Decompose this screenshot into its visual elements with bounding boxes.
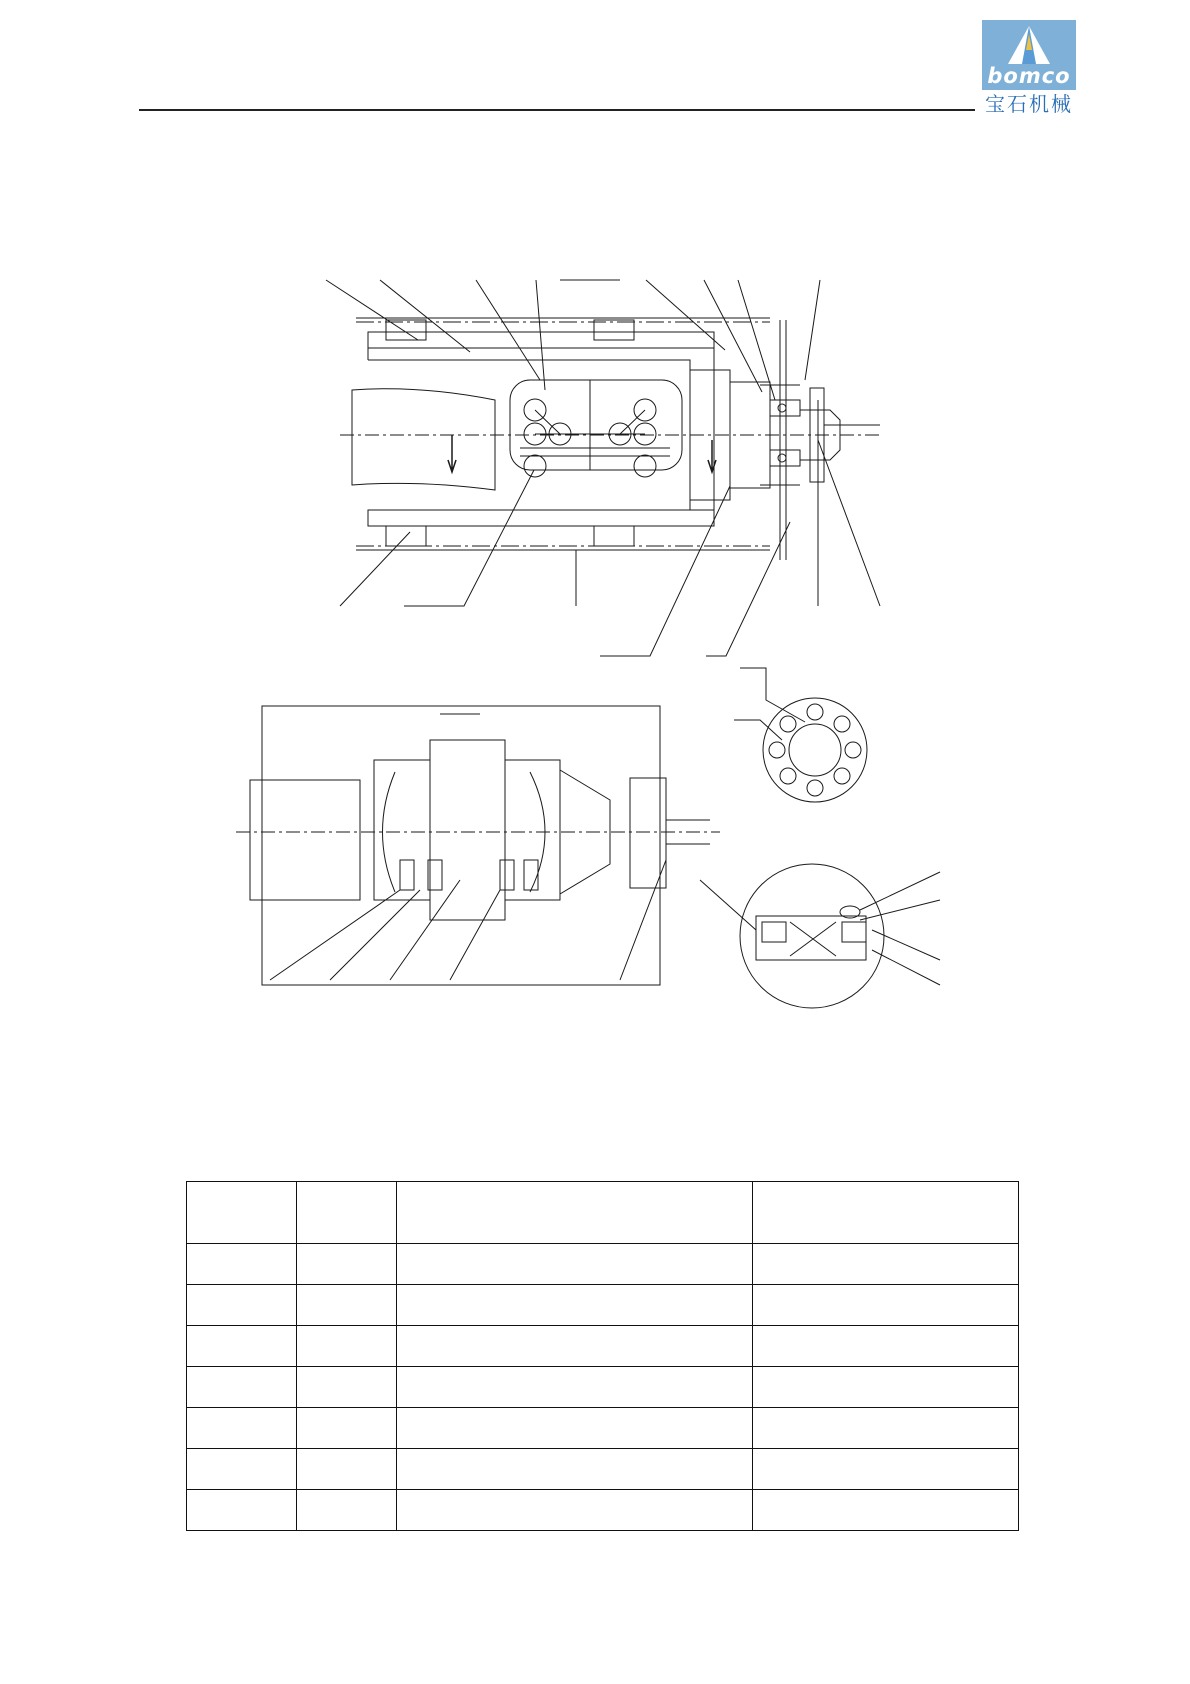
table-cell	[397, 1367, 753, 1408]
seal-detail	[700, 864, 940, 1008]
table-cell	[297, 1367, 397, 1408]
table-cell	[753, 1182, 1019, 1244]
table-cell	[187, 1285, 297, 1326]
table-cell	[297, 1449, 397, 1490]
parts-list-table	[186, 1181, 1019, 1531]
table-cell	[753, 1449, 1019, 1490]
table-cell	[187, 1244, 297, 1285]
table-cell	[753, 1285, 1019, 1326]
table-cell	[187, 1367, 297, 1408]
table-cell	[753, 1326, 1019, 1367]
table-cell	[297, 1182, 397, 1244]
bolt-circle-detail	[734, 668, 867, 802]
table-cell	[187, 1326, 297, 1367]
table-cell	[187, 1490, 297, 1531]
partial-view	[236, 706, 720, 985]
table-cell	[297, 1408, 397, 1449]
logo-chinese-name: 宝石机械	[985, 92, 1073, 116]
table-cell	[397, 1449, 753, 1490]
table-cell	[397, 1326, 753, 1367]
table-cell	[297, 1244, 397, 1285]
logo-wordmark: bomco	[987, 64, 1071, 88]
table-cell	[753, 1490, 1019, 1531]
table-cell	[397, 1182, 753, 1244]
table-cell	[187, 1182, 297, 1244]
technical-drawing	[0, 260, 1190, 1080]
table-cell	[297, 1326, 397, 1367]
table-cell	[187, 1449, 297, 1490]
table-cell	[397, 1408, 753, 1449]
table-cell	[297, 1285, 397, 1326]
company-logo	[982, 20, 1076, 114]
table-cell	[297, 1490, 397, 1531]
table-cell	[753, 1408, 1019, 1449]
table-cell	[753, 1244, 1019, 1285]
table-cell	[397, 1285, 753, 1326]
table-cell	[397, 1244, 753, 1285]
header-rule	[139, 109, 975, 111]
table-cell	[397, 1490, 753, 1531]
section-view	[326, 280, 880, 656]
table-cell	[187, 1408, 297, 1449]
table-cell	[753, 1367, 1019, 1408]
